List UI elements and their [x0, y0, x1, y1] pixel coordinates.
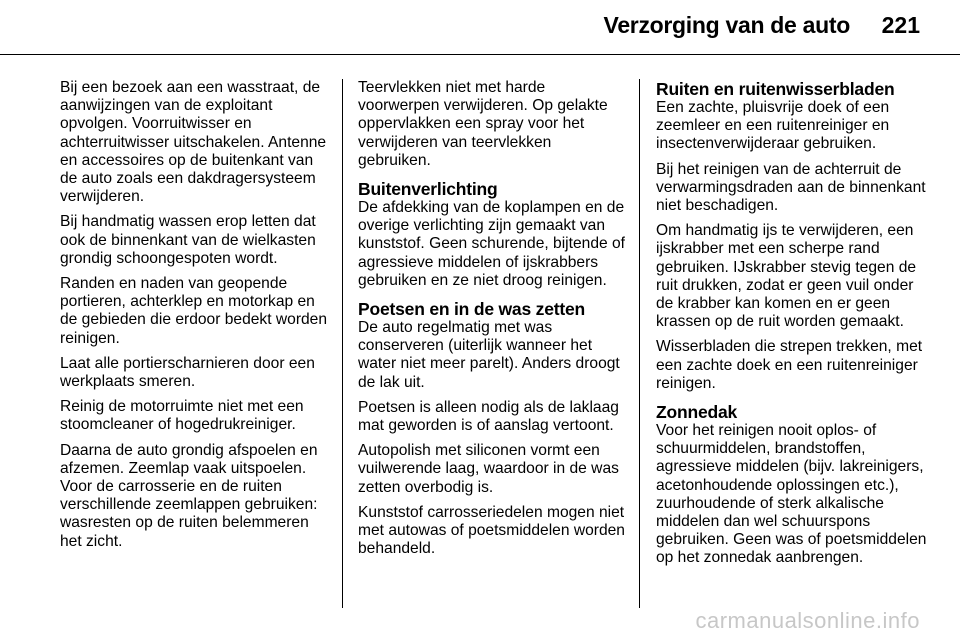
paragraph: Voor het reinigen nooit oplos- of schuurmiddelen, brandstoffen, agressieve middelen (bijv. lakreinigers, acetonhoudende oplossingen etc.), zuurhoudende of sterk alkalische middelen dan wel schuurspons gebruiken. Geen was of poetsmiddelen op het zonnedak aanbrengen.	[656, 422, 927, 567]
watermark: carmanualsonline.info	[695, 608, 920, 633]
column-divider-1	[342, 79, 343, 608]
section-heading-zonnedak: Zonnedak	[656, 402, 738, 423]
paragraph: Bij handmatig wassen erop letten dat ook de binnenkant van de wielkasten grondig schoongespoten wordt.	[60, 213, 316, 267]
paragraph: Reinig de motorruimte niet met een stoomcleaner of hogedrukreiniger.	[60, 398, 304, 434]
header-divider	[0, 54, 960, 55]
paragraph: Bij het reinigen van de achterruit de verwarmingsdraden aan de binnenkant niet beschadigen.	[656, 160, 926, 215]
paragraph: Autopolish met siliconen vormt een vuilwerende laag, waardoor in de was zetten overbodig is.	[358, 442, 619, 496]
paragraph: Teervlekken niet met harde voorwerpen verwijderen. Op gelakte oppervlakken een spray voor het verwijderen van teervlekken gebruiken.	[358, 79, 608, 169]
paragraph: Laat alle portierscharnieren door een werkplaats smeren.	[60, 354, 315, 391]
column-3	[656, 79, 928, 575]
paragraph: Poetsen is alleen nodig als de laklaag mat geworden is of aanslag vertoont.	[358, 398, 619, 435]
paragraph: De afdekking van de koplampen en de overige verlichting zijn gemaakt van kunststof. Geen schurende, bijtende of agressieve middelen of ijskrabbers gebruiken en ze niet droog reinigen.	[358, 199, 625, 289]
column-divider-2	[639, 79, 640, 608]
page-header	[0, 0, 960, 60]
paragraph: Bij een bezoek aan een wasstraat, de aanwijzingen van de exploitant opvolgen. Voorruitwisser en achterruitwisser uitschakelen. Antenne en accessoires op de buitenkant van de auto zoals een dakdragersysteem verwijderen.	[60, 79, 327, 206]
column-2	[358, 79, 626, 565]
paragraph: Om handmatig ijs te verwijderen, een ijskrabber met een scherpe rand gebruiken. IJskrabber stevig tegen de ruit drukken, zodat er geen vuil onder de krabber kan komen en er geen krassen op de ruit worden gemaakt.	[656, 222, 917, 331]
page-title: Verzorging van de auto	[603, 12, 850, 38]
paragraph: Wisserbladen die strepen trekken, met een zachte doek en een ruitenreiniger reinigen.	[656, 338, 923, 392]
paragraph: Daarna de auto grondig afspoelen en afzemen. Zeemlap vaak uitspoelen. Voor de carrosserie en de ruiten verschillende zeemlappen gebruiken: wasresten op de ruiten belemmeren het zicht.	[60, 441, 318, 550]
section-heading-ruiten: Ruiten en ruitenwisserbladen	[656, 79, 895, 99]
paragraph: Een zachte, pluisvrije doek of een zeemleer en een ruitenreiniger en insectenverwijderaar gebruiken.	[656, 99, 890, 153]
section-heading-poetsen: Poetsen en in de was zetten	[358, 299, 586, 320]
section-heading-buitenverlichting: Buitenverlichting	[358, 179, 498, 200]
column-1	[60, 79, 328, 558]
page-number: 221	[881, 12, 920, 38]
paragraph: Randen en naden van geopende portieren, achterklep en motorkap en de gebieden die erdoor bedekt worden reinigen.	[60, 275, 328, 347]
paragraph: De auto regelmatig met was conserveren (uiterlijk wanneer het water niet meer parelt). Anders droogt de lak uit.	[358, 319, 620, 391]
paragraph: Kunststof carrosseriedelen mogen niet met autowas of poetsmiddelen worden behandeld.	[358, 503, 625, 558]
